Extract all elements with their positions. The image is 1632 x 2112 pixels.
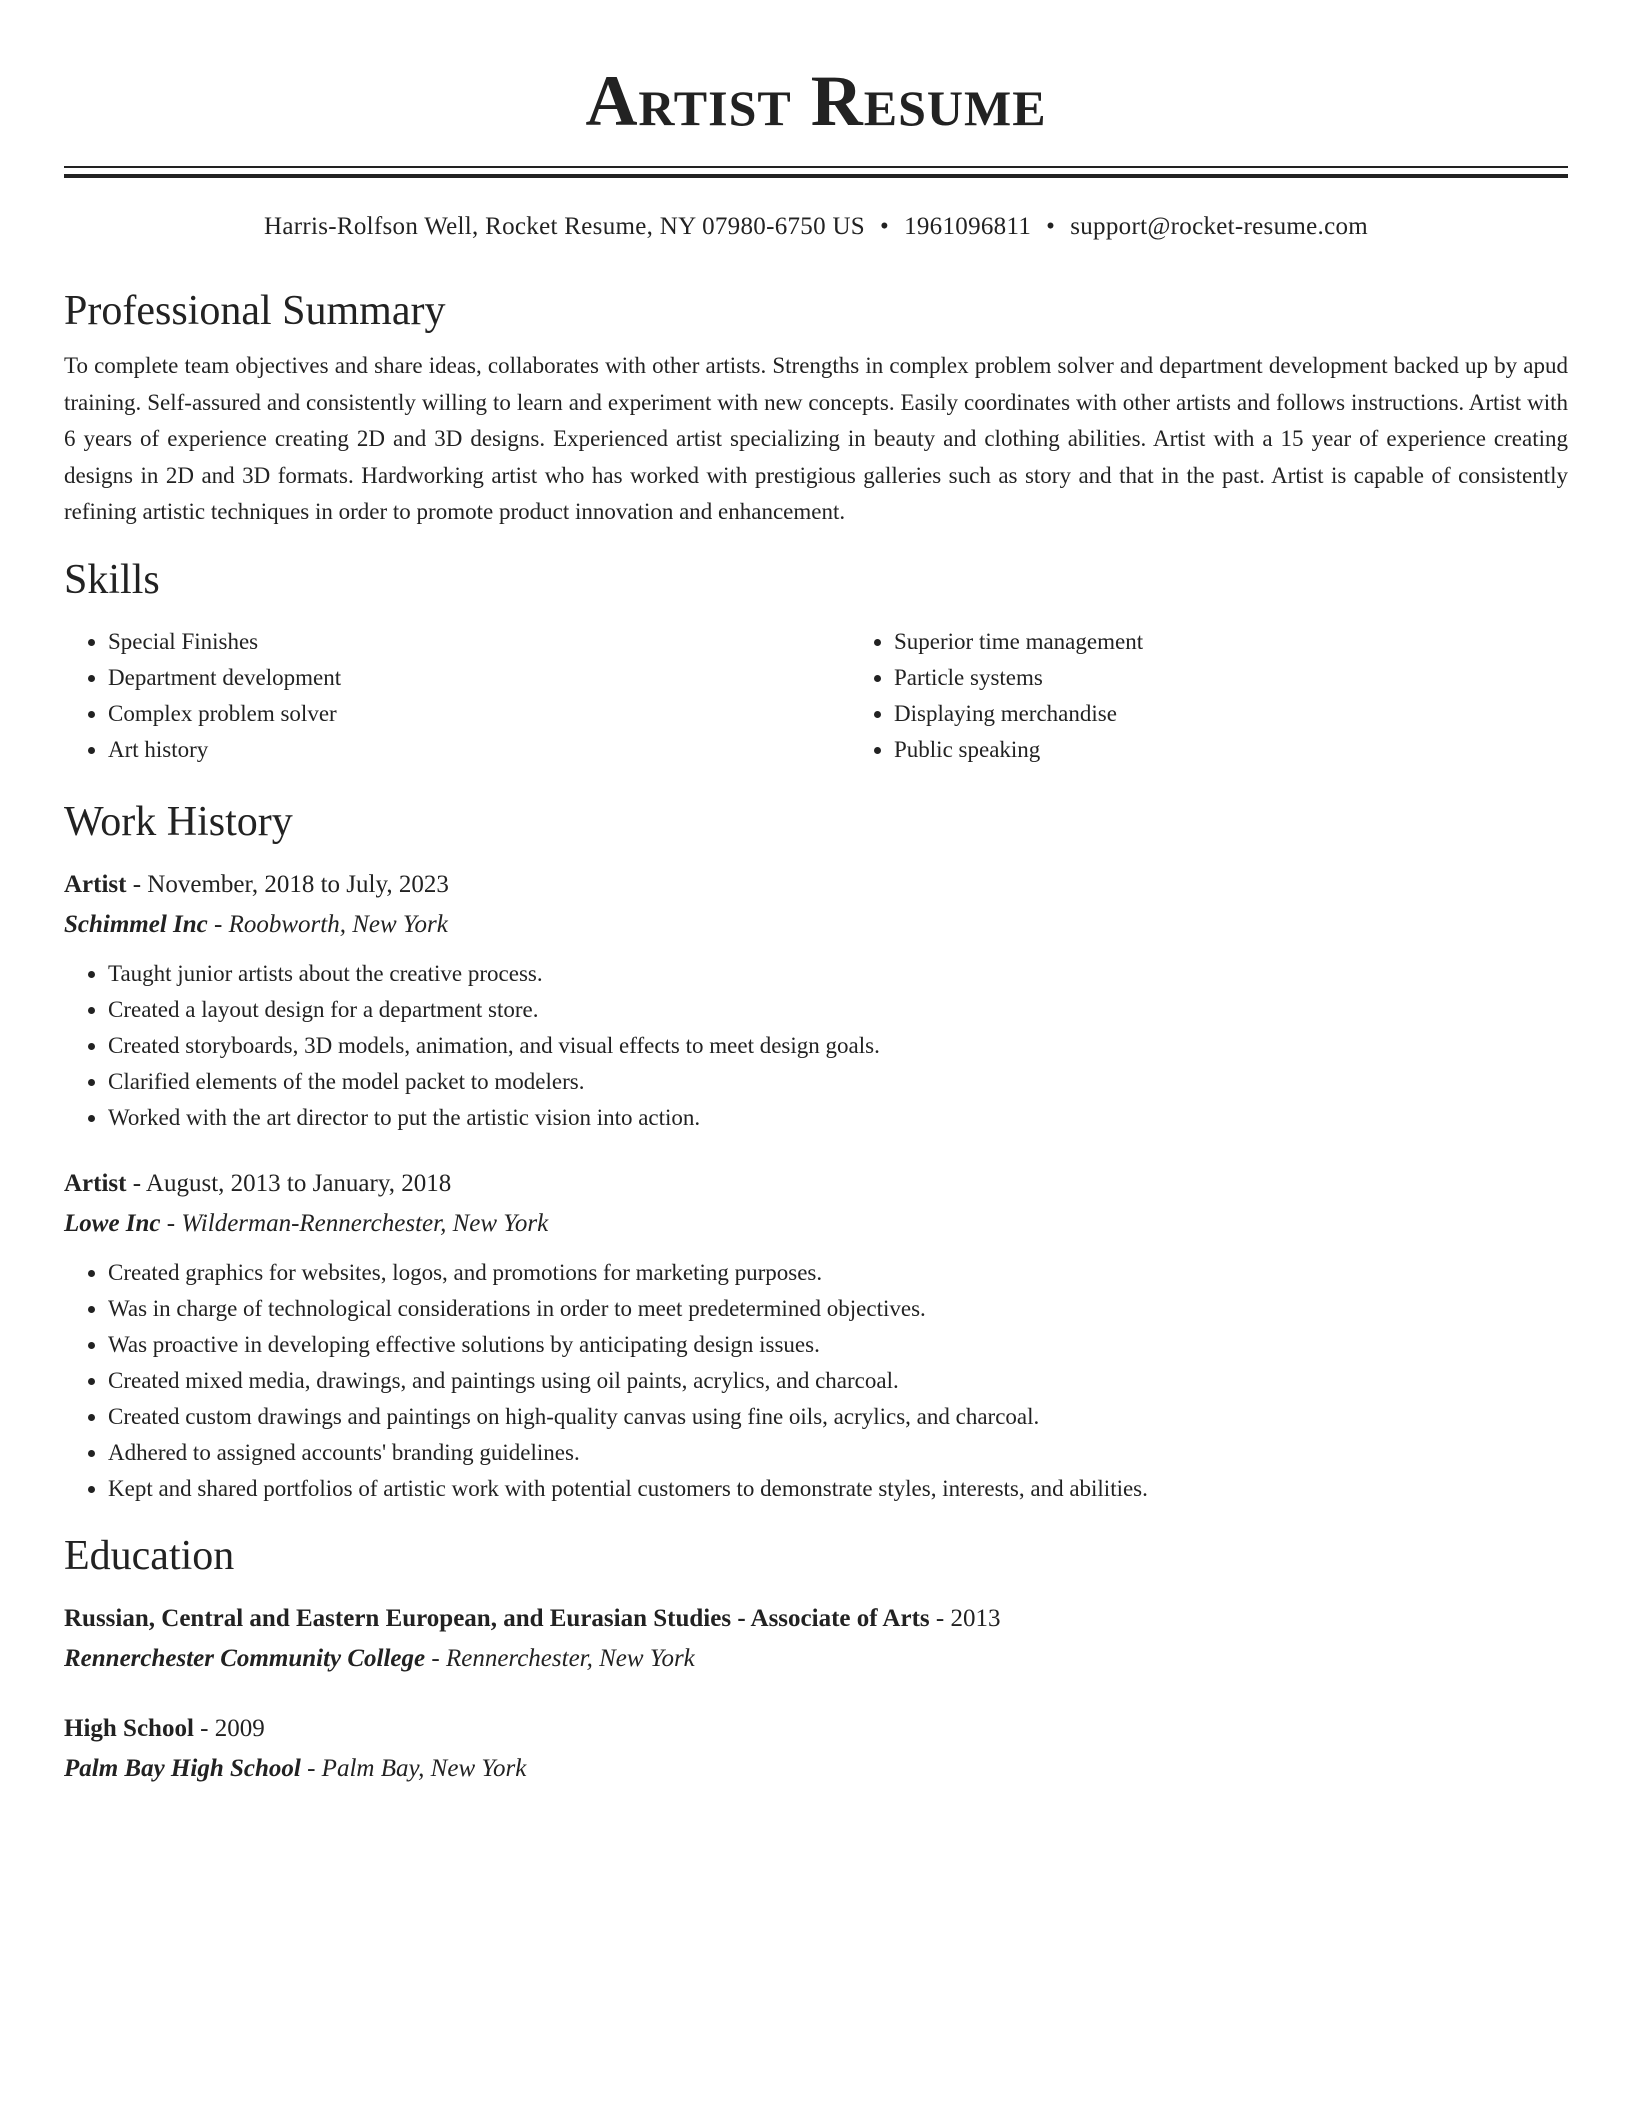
job-duties	[64, 1255, 1568, 1507]
duty-item: • Created storyboards, 3D models, animation, and visual effects to meet design goals.	[108, 1028, 1568, 1064]
job-title: Artist	[64, 870, 127, 898]
skills-column-left	[64, 624, 850, 768]
job-entry	[64, 1164, 1568, 1507]
contact-line	[64, 211, 1568, 243]
school-location: - Palm Bay, New York	[300, 1754, 527, 1782]
degree-name: Russian, Central and Eastern European, and Eurasian Studies - Associate of Arts	[64, 1604, 930, 1632]
degree-line	[64, 1709, 1568, 1749]
contact-separator: •	[880, 213, 890, 240]
job-title: Artist	[64, 1169, 127, 1197]
job-company: Schimmel Inc	[64, 910, 208, 938]
school-name: Rennerchester Community College	[64, 1644, 426, 1672]
duty-item: • Created a layout design for a department store.	[108, 992, 1568, 1028]
duty-item: • Worked with the art director to put the artistic vision into action.	[108, 1100, 1568, 1136]
summary-text: To complete team objectives and share ideas, collaborates with other artists. Strengths in complex problem solver and department development backed up by apud training. Self-assured and consistently willing to learn and experiment with new concepts. Easily coordinates with other artists and follows instructions. Artist with 6 years of experience creating 2D and 3D designs. Experienced artist specializing in beauty and clothing abilities. Artist with a 15 year of experience creating designs in 2D and 3D formats. Hardworking artist who has worked with prestigious galleries such as story and that in the past. Artist is capable of consistently refining artistic techniques in order to promote product innovation and enhancement.	[64, 353, 1568, 524]
skill-item: • Public speaking	[894, 732, 1632, 768]
degree-year: - 2009	[193, 1714, 265, 1742]
job-company-line	[64, 905, 1568, 945]
job-entry	[64, 865, 1568, 1136]
resume-title: Artist Resume	[585, 61, 1047, 141]
job-title-line	[64, 865, 1568, 905]
duty-item: • Clarified elements of the model packet to modelers.	[108, 1064, 1568, 1100]
school-location: - Rennerchester, New York	[425, 1644, 695, 1672]
title-rule-thin	[64, 166, 1568, 168]
duty-item: • Was proactive in developing effective solutions by anticipating design issues.	[108, 1327, 1568, 1363]
resume-page	[64, 0, 1568, 1789]
skill-item: • Department development	[108, 660, 850, 696]
work-history-heading: Work History	[64, 798, 293, 845]
duty-item: • Adhered to assigned accounts' branding guidelines.	[108, 1435, 1568, 1471]
education-entry	[64, 1709, 1568, 1789]
skill-item: • Art history	[108, 732, 850, 768]
job-dates: - November, 2018 to July, 2023	[126, 870, 449, 898]
contact-address: Harris-Rolfson Well, Rocket Resume, NY 07980-6750 US	[263, 213, 866, 240]
skills-column-right	[850, 624, 1632, 768]
duty-item: • Created mixed media, drawings, and paintings using oil paints, acrylics, and charcoal.	[108, 1363, 1568, 1399]
job-location: - Roobworth, New York	[207, 910, 448, 938]
degree-name: High School	[64, 1714, 194, 1742]
contact-phone: 1961096811	[904, 213, 1032, 240]
title-rule-thick	[64, 174, 1568, 178]
skill-item: • Displaying merchandise	[894, 696, 1632, 732]
skill-item: • Superior time management	[894, 624, 1632, 660]
degree-year: - 2013	[929, 1604, 1001, 1632]
contact-separator: •	[1046, 213, 1056, 240]
skill-item: • Particle systems	[894, 660, 1632, 696]
school-name: Palm Bay High School	[64, 1754, 301, 1782]
degree-line	[64, 1599, 1568, 1639]
job-company-line	[64, 1204, 1568, 1244]
skill-item: • Special Finishes	[108, 624, 850, 660]
job-dates: - August, 2013 to January, 2018	[126, 1169, 452, 1197]
school-line	[64, 1639, 1568, 1679]
duty-item: • Taught junior artists about the creative process.	[108, 956, 1568, 992]
summary-heading: Professional Summary	[64, 288, 446, 334]
duty-item: • Kept and shared portfolios of artistic work with potential customers to demonstrate styles, interests, and abilities.	[108, 1471, 1568, 1507]
duty-item: • Created custom drawings and paintings on high-quality canvas using fine oils, acrylics, and charcoal.	[108, 1399, 1568, 1435]
contact-email: support@rocket-resume.com	[1070, 213, 1369, 240]
school-line	[64, 1749, 1568, 1789]
education-heading: Education	[64, 1532, 235, 1579]
job-duties	[64, 956, 1568, 1136]
job-company: Lowe Inc	[64, 1209, 161, 1237]
duty-item: • Was in charge of technological considerations in order to meet predetermined objectives.	[108, 1291, 1568, 1327]
skill-item: • Complex problem solver	[108, 696, 850, 732]
job-location: - Wilderman-Rennerchester, New York	[160, 1209, 549, 1237]
skills-list	[64, 624, 1568, 768]
job-title-line	[64, 1164, 1568, 1204]
duty-item: • Created graphics for websites, logos, and promotions for marketing purposes.	[108, 1255, 1568, 1291]
skills-heading: Skills	[64, 556, 160, 603]
education-entry	[64, 1599, 1568, 1679]
